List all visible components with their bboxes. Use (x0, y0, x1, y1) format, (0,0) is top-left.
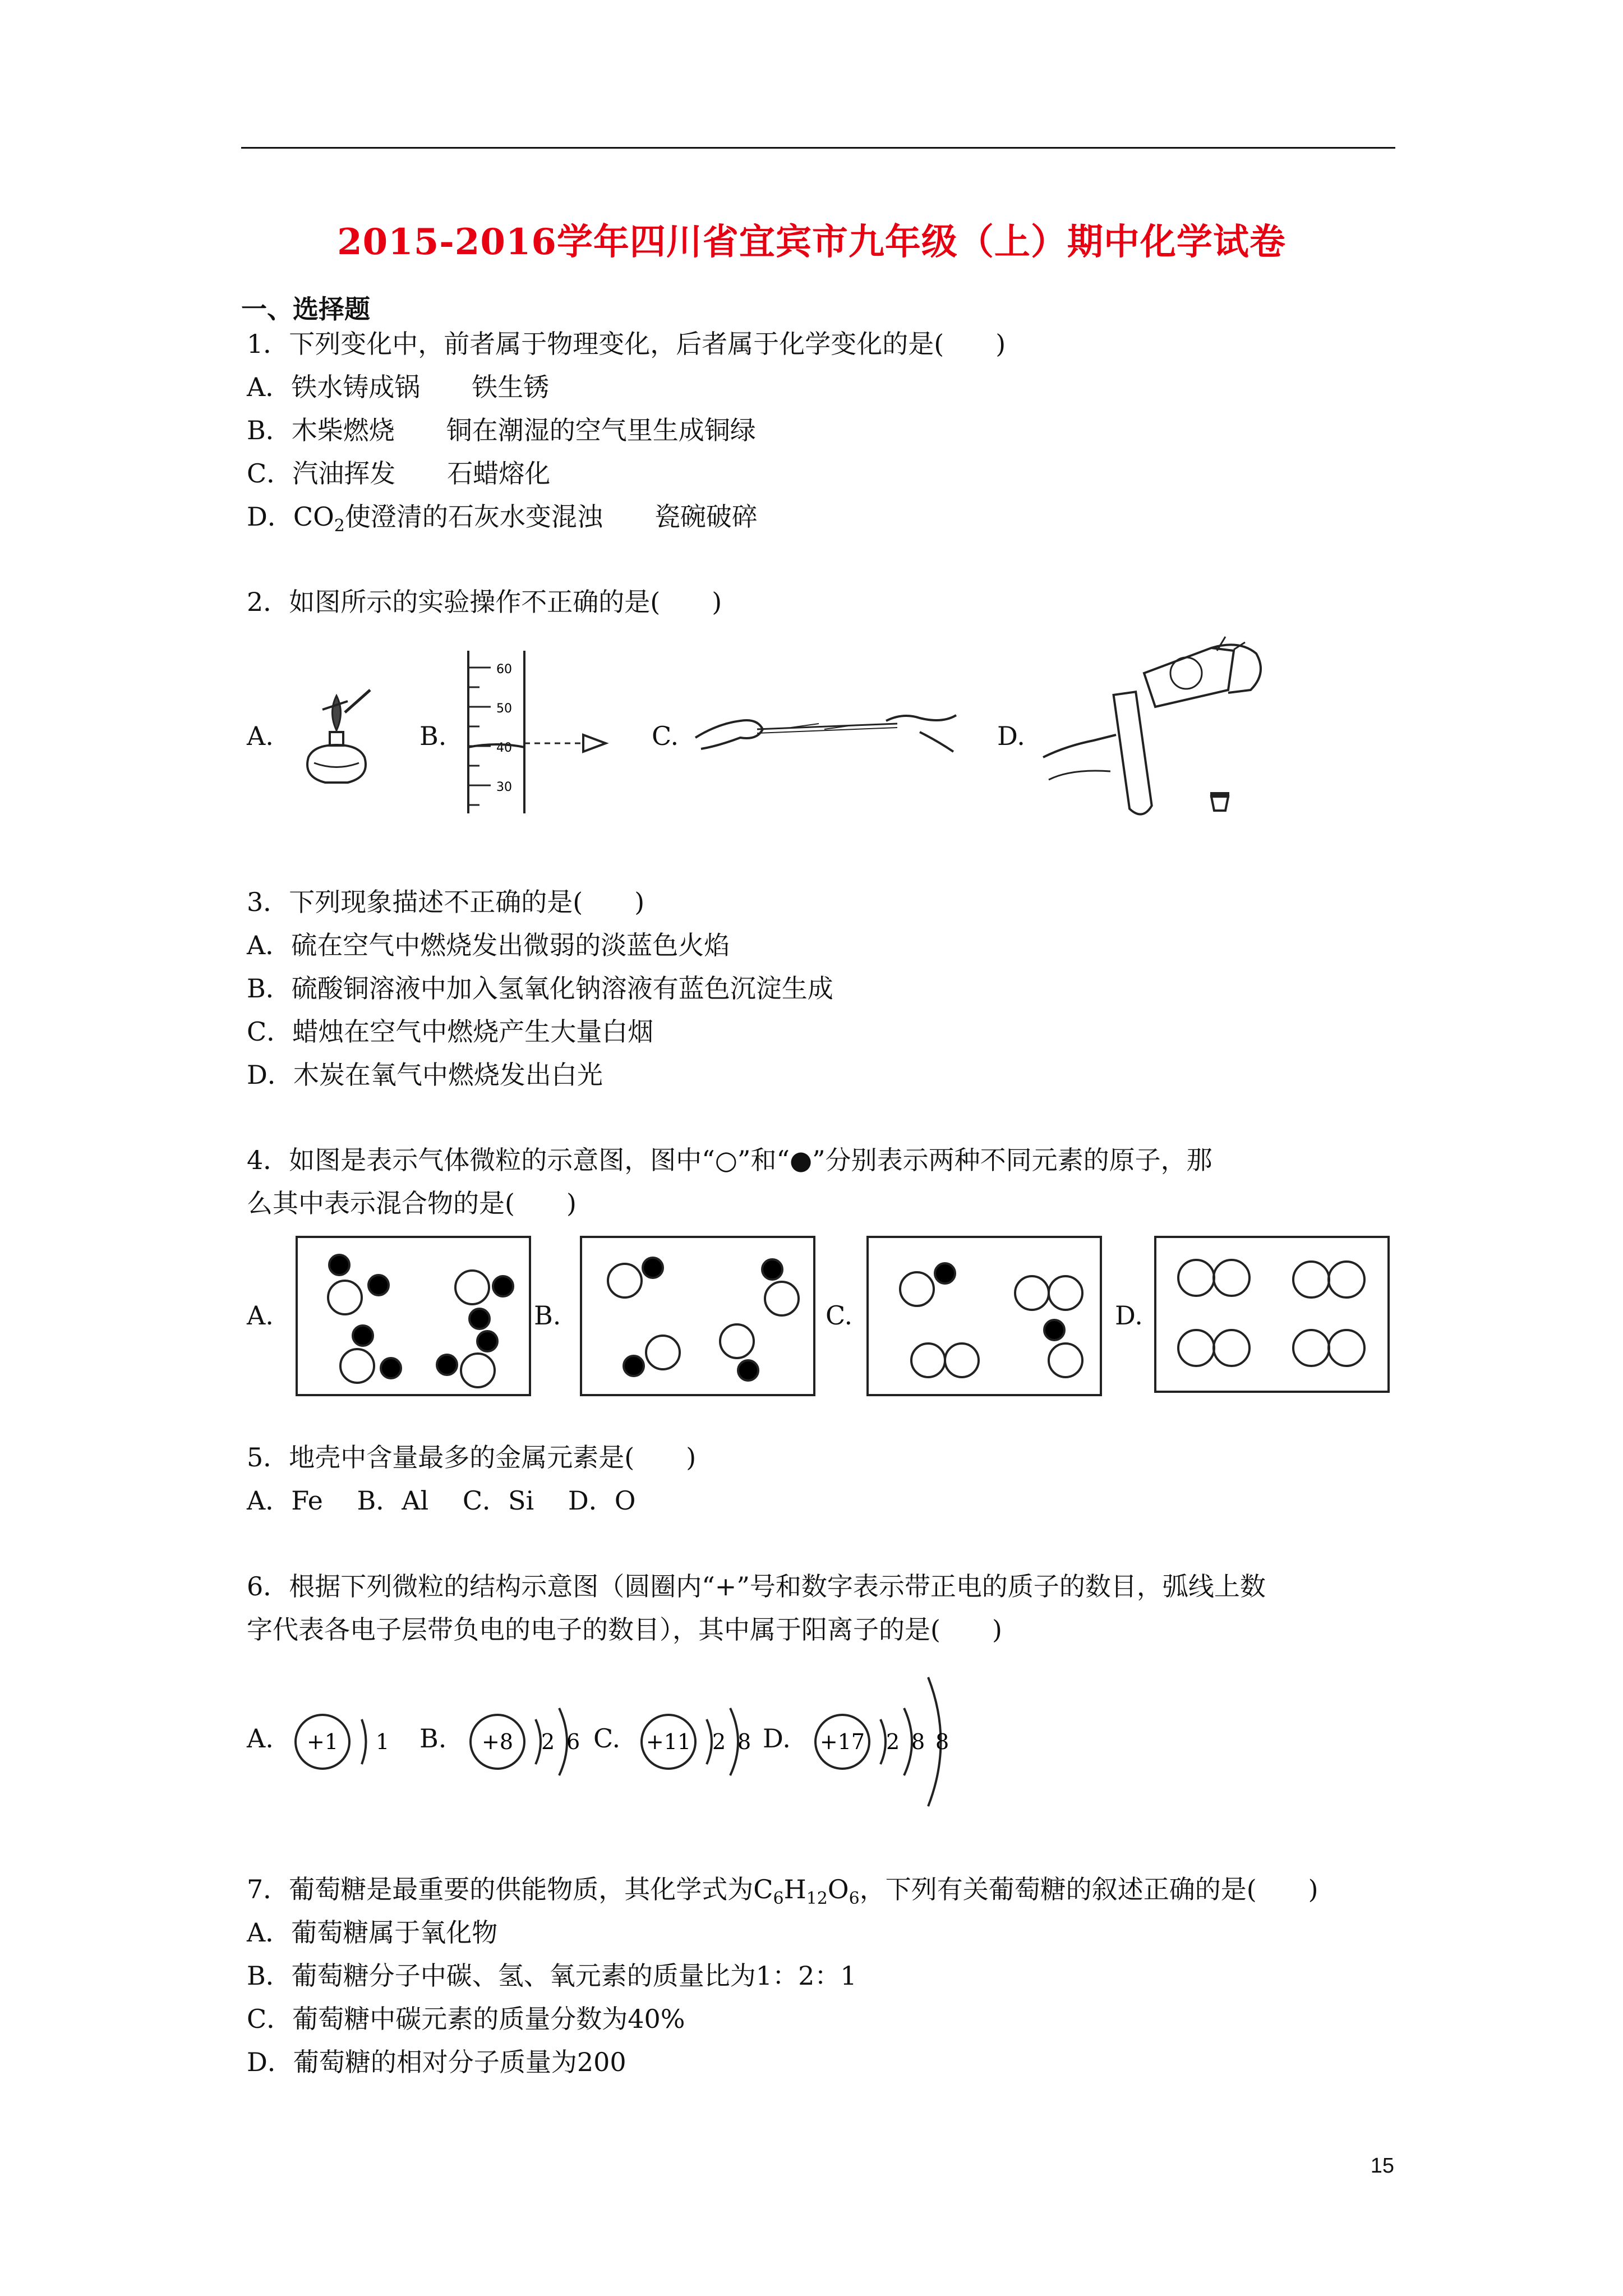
particle-box-c (866, 1236, 1102, 1398)
q6-label-a: A. (247, 1723, 274, 1754)
nucleus-a: +1 (306, 1729, 339, 1754)
q7-option-d: D．葡萄糖的相对分子质量为200 (247, 2047, 626, 2077)
q5-options: A．Fe B．Al C．Si D．O (247, 1485, 636, 1516)
q6-label-c: C. (593, 1723, 621, 1754)
q3-option-c: C．蜡烛在空气中燃烧产生大量白烟 (247, 1016, 654, 1047)
q1-option-a: A．铁水铸成锅 铁生锈 (247, 372, 550, 402)
alcohol-lamp-figure (292, 679, 381, 791)
shell-d-3: 8 (935, 1729, 949, 1754)
q4-label-a: A. (247, 1300, 274, 1331)
q2-label-a: A. (247, 721, 274, 751)
q7-option-b: B．葡萄糖分子中碳、氢、氧元素的质量比为1：2：1 (247, 1961, 857, 1991)
shell-a-1: 1 (376, 1729, 390, 1754)
q5-stem: 5．地壳中含量最多的金属元素是( ) (247, 1442, 697, 1473)
q6-label-d: D. (763, 1723, 791, 1754)
q1-option-c: C．汽油挥发 石蜡熔化 (247, 458, 551, 489)
q6-label-b: B. (419, 1723, 447, 1754)
q3-option-b: B．硫酸铜溶液中加入氢氧化钠溶液有蓝色沉淀生成 (247, 973, 833, 1004)
page-title: 2015-2016学年四川省宜宾市九年级（上）期中化学试卷 (337, 221, 1286, 263)
q7-option-c: C．葡萄糖中碳元素的质量分数为40% (247, 2004, 685, 2034)
q2-label-d: D. (997, 721, 1025, 751)
q7-stem: 7．葡萄糖是最重要的供能物质，其化学式为$C_6H_{12}O_6$，下列有关葡萄糖的叙述正确的是( ) (247, 1874, 1318, 1908)
shell-b-2: 6 (566, 1729, 580, 1754)
particle-box-b (580, 1236, 815, 1398)
q3-stem: 3．下列现象描述不正确的是( ) (247, 887, 645, 917)
pouring-reagent-figure (1043, 639, 1279, 830)
shell-c-2: 8 (737, 1729, 751, 1754)
atom-diagram-d (808, 1663, 987, 1815)
q4-label-c: C. (826, 1300, 853, 1331)
atom-diagram-a (292, 1688, 404, 1795)
tick-60: 60 (496, 662, 512, 677)
q4-label-d: D. (1115, 1300, 1143, 1331)
atom-diagram-c (634, 1683, 768, 1801)
shell-b-1: 2 (541, 1729, 555, 1754)
q7-option-a: A．葡萄糖属于氧化物 (247, 1917, 498, 1948)
q3-option-a: A．硫在空气中燃烧发出微弱的淡蓝色火焰 (247, 930, 730, 960)
particle-box-d (1154, 1236, 1390, 1394)
q2-label-b: B. (419, 721, 447, 751)
q6-stem-line-2: 字代表各电子层带负电的电子的数目），其中属于阳离子的是( ) (247, 1614, 1002, 1645)
tick-50: 50 (496, 702, 512, 716)
header-rule (241, 147, 1395, 149)
shell-c-1: 2 (712, 1729, 726, 1754)
section-heading: 一、选择题 (241, 294, 370, 324)
q3-option-d: D．木炭在氧气中燃烧发出白光 (247, 1060, 603, 1090)
graduated-cylinder-figure (457, 651, 614, 819)
q4-stem-line-2: 么其中表示混合物的是( ) (247, 1188, 577, 1218)
particle-box-a (296, 1236, 531, 1398)
q1-stem: 1．下列变化中，前者属于物理变化，后者属于化学变化的是( ) (247, 329, 1006, 359)
nucleus-b: +8 (481, 1729, 514, 1754)
tick-40: 40 (496, 741, 512, 755)
hands-glass-rod-figure (695, 698, 959, 760)
q4-label-b: B. (534, 1300, 561, 1331)
nucleus-d: +17 (819, 1729, 865, 1754)
q2-label-c: C. (652, 721, 679, 751)
shell-d-2: 8 (911, 1729, 925, 1754)
q2-stem: 2．如图所示的实验操作不正确的是( ) (247, 587, 722, 617)
tick-30: 30 (496, 780, 512, 794)
q1-option-d: D．$CO_2$使澄清的石灰水变混浊 瓷碗破碎 (247, 501, 758, 536)
q1-option-b: B．木柴燃烧 铜在潮湿的空气里生成铜绿 (247, 415, 756, 445)
q6-stem-line-1: 6．根据下列微粒的结构示意图（圆圈内“+”号和数字表示带正电的质子的数目，弧线上数 (247, 1571, 1266, 1602)
page-number: 15 (1370, 2154, 1394, 2178)
nucleus-c: +11 (645, 1729, 691, 1754)
q4-stem-line-1: 4．如图是表示气体微粒的示意图，图中“○”和“●”分别表示两种不同元素的原子，那 (247, 1145, 1212, 1175)
atom-diagram-b (463, 1683, 597, 1801)
shell-d-1: 2 (886, 1729, 900, 1754)
